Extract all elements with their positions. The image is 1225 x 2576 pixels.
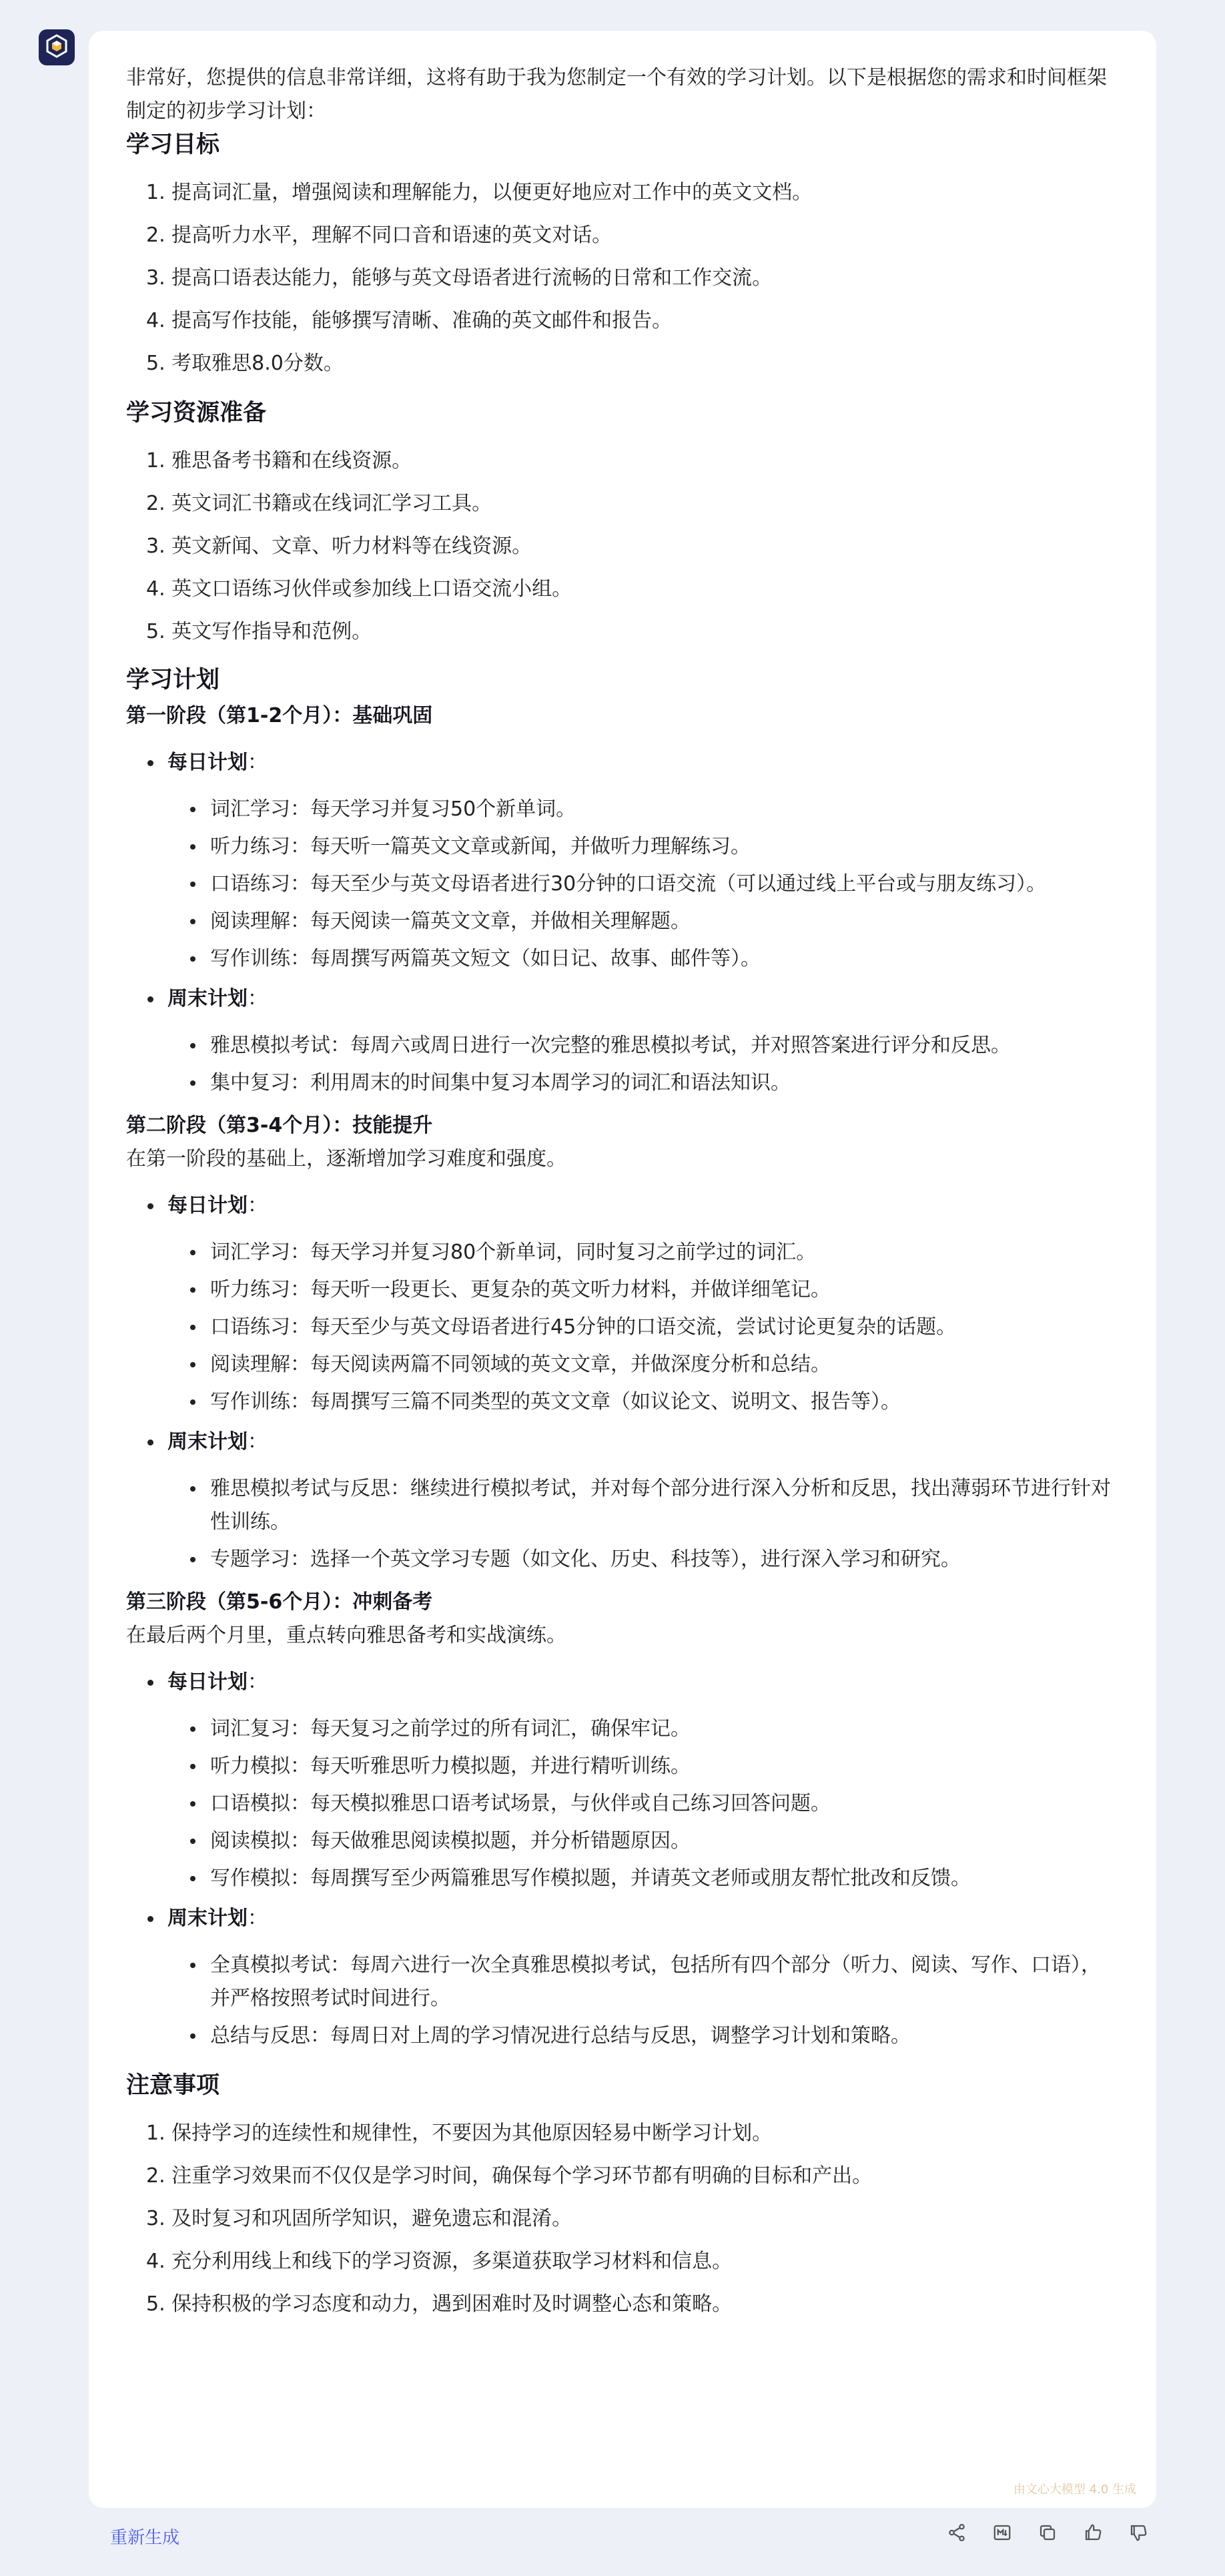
list-item: 总结与反思：每周日对上周的学习情况进行总结与反思，调整学习计划和策略。 (210, 2019, 1119, 2053)
phase-1-daily-list (126, 793, 1119, 976)
daily-plan-label: 每日计划 (167, 751, 248, 774)
list-item: 阅读理解：每天阅读两篇不同领域的英文文章，并做深度分析和总结。 (210, 1348, 1119, 1381)
resources-heading: 学习资源准备 (126, 400, 267, 426)
model-watermark: 由文心大模型 4.0 生成 (1013, 2483, 1136, 2497)
assistant-message-card (89, 31, 1156, 2508)
list-item: 阅读理解：每天阅读一篇英文文章，并做相关理解题。 (210, 905, 1119, 938)
daily-plan-heading: 每日计划： (126, 1666, 1119, 1699)
weekend-plan-heading: 周末计划： (126, 982, 1119, 1016)
phase-1 (126, 699, 1119, 1100)
list-item: 4. 英文口语练习伙伴或参加线上口语交流小组。 (146, 577, 572, 601)
ernie-bot-logo-icon (45, 34, 69, 61)
notes-heading: 注意事项 (126, 2072, 220, 2099)
thumbs-down-icon[interactable] (1127, 2521, 1150, 2544)
message-actions (945, 2521, 1150, 2544)
list-item: 1. 雅思备考书籍和在线资源。 (146, 449, 412, 472)
list-item: 写作模拟：每周撰写至少两篇雅思写作模拟题，并请英文老师或朋友帮忙批改和反馈。 (210, 1862, 1119, 1895)
thumbs-up-icon[interactable] (1082, 2521, 1104, 2544)
message-footer (89, 2516, 1156, 2556)
markdown-icon[interactable] (991, 2521, 1013, 2544)
list-item: 2. 提高听力水平，理解不同口音和语速的英文对话。 (146, 224, 612, 247)
phase-3-daily-list (126, 1712, 1119, 1895)
intro-text: 非常好，您提供的信息非常详细，这将有助于我为您制定一个有效的学习计划。以下是根据您的需求和时间框架制定的初步学习计划： (126, 66, 1107, 123)
phase-2-desc: 在第一阶段的基础上，逐渐增加学习难度和强度。 (126, 1147, 566, 1171)
list-item: 全真模拟考试：每周六进行一次全真雅思模拟考试，包括所有四个部分（听力、阅读、写作、口语），并严格按照考试时间进行。 (210, 1949, 1119, 2015)
list-item: 集中复习：利用周末的时间集中复习本周学习的词汇和语法知识。 (210, 1066, 1119, 1100)
bot-avatar (39, 29, 75, 65)
list-item: 4. 充分利用线上和线下的学习资源，多渠道获取学习材料和信息。 (146, 2250, 733, 2273)
copy-icon[interactable] (1036, 2521, 1059, 2544)
list-item: 雅思模拟考试与反思：继续进行模拟考试，并对每个部分进行深入分析和反思，找出薄弱环节进行针对性训练。 (210, 1472, 1119, 1539)
list-item: 写作训练：每周撰写三篇不同类型的英文文章（如议论文、说明文、报告等）。 (210, 1385, 1119, 1419)
phase-1-weekend-list (126, 1029, 1119, 1100)
daily-plan-label: 每日计划 (167, 1194, 248, 1217)
list-item: 3. 提高口语表达能力，能够与英文母语者进行流畅的日常和工作交流。 (146, 266, 773, 290)
list-item: 2. 英文词汇书籍或在线词汇学习工具。 (146, 492, 492, 515)
phase-1-title: 第一阶段（第1-2个月）：基础巩固 (126, 704, 433, 727)
weekend-plan-heading: 周末计划： (126, 1902, 1119, 1935)
list-item: 2. 注重学习效果而不仅仅是学习时间，确保每个学习环节都有明确的目标和产出。 (146, 2164, 873, 2188)
list-item: 阅读模拟：每天做雅思阅读模拟题，并分析错题原因。 (210, 1825, 1119, 1858)
list-item: 词汇学习：每天学习并复习50个新单词。 (210, 793, 1119, 826)
goals-heading: 学习目标 (126, 131, 220, 158)
list-item: 1. 提高词汇量，增强阅读和理解能力，以便更好地应对工作中的英文文档。 (146, 181, 813, 204)
phase-3-weekend-list (126, 1949, 1119, 2053)
list-item: 词汇学习：每天学习并复习80个新单词，同时复习之前学过的词汇。 (210, 1236, 1119, 1269)
weekend-plan-label: 周末计划 (167, 987, 248, 1010)
weekend-plan-label: 周末计划 (167, 1430, 248, 1454)
daily-plan-heading: 每日计划： (126, 1189, 1119, 1223)
phase-2-daily-list (126, 1236, 1119, 1419)
list-item: 5. 保持积极的学习态度和动力，遇到困难时及时调整心态和策略。 (146, 2292, 733, 2316)
plan-heading: 学习计划 (126, 667, 220, 693)
phase-3-title: 第三阶段（第5-6个月）：冲刺备考 (126, 1590, 433, 1614)
daily-plan-heading: 每日计划： (126, 746, 1119, 779)
phase-2 (126, 1109, 1119, 1576)
list-item: 听力练习：每天听一篇英文文章或新闻，并做听力理解练习。 (210, 830, 1119, 864)
regenerate-button[interactable]: 重新生成 (110, 2528, 180, 2548)
phase-2-weekend-list (126, 1472, 1119, 1576)
list-item: 5. 考取雅思8.0分数。 (146, 352, 344, 375)
weekend-plan-heading: 周末计划： (126, 1425, 1119, 1459)
list-item: 口语练习：每天至少与英文母语者进行30分钟的口语交流（可以通过线上平台或与朋友练习）。 (210, 868, 1119, 901)
list-item: 雅思模拟考试：每周六或周日进行一次完整的雅思模拟考试，并对照答案进行评分和反思。 (210, 1029, 1119, 1062)
list-item: 听力练习：每天听一段更长、更复杂的英文听力材料，并做详细笔记。 (210, 1273, 1119, 1307)
list-item: 专题学习：选择一个英文学习专题（如文化、历史、科技等），进行深入学习和研究。 (210, 1543, 1119, 1576)
share-icon[interactable] (945, 2521, 968, 2544)
list-item: 口语练习：每天至少与英文母语者进行45分钟的口语交流，尝试讨论更复杂的话题。 (210, 1311, 1119, 1344)
goals-list (126, 180, 1119, 376)
weekend-plan-label: 周末计划 (167, 1907, 248, 1930)
list-item: 写作训练：每周撰写两篇英文短文（如日记、故事、邮件等）。 (210, 942, 1119, 976)
list-item: 1. 保持学习的连续性和规律性，不要因为其他原因轻易中断学习计划。 (146, 2122, 773, 2145)
notes-list (126, 2121, 1119, 2317)
phase-3-desc: 在最后两个月里，重点转向雅思备考和实战演练。 (126, 1624, 566, 1647)
resources-list (126, 448, 1119, 645)
list-item: 3. 及时复习和巩固所学知识，避免遗忘和混淆。 (146, 2207, 572, 2230)
list-item: 3. 英文新闻、文章、听力材料等在线资源。 (146, 535, 532, 558)
daily-plan-label: 每日计划 (167, 1670, 248, 1694)
phase-3 (126, 1586, 1119, 2053)
list-item: 口语模拟：每天模拟雅思口语考试场景，与伙伴或自己练习回答问题。 (210, 1787, 1119, 1821)
list-item: 听力模拟：每天听雅思听力模拟题，并进行精听训练。 (210, 1750, 1119, 1783)
list-item: 词汇复习：每天复习之前学过的所有词汇，确保牢记。 (210, 1712, 1119, 1746)
phase-2-title: 第二阶段（第3-4个月）：技能提升 (126, 1114, 433, 1137)
list-item: 5. 英文写作指导和范例。 (146, 620, 372, 643)
list-item: 4. 提高写作技能，能够撰写清晰、准确的英文邮件和报告。 (146, 309, 673, 332)
